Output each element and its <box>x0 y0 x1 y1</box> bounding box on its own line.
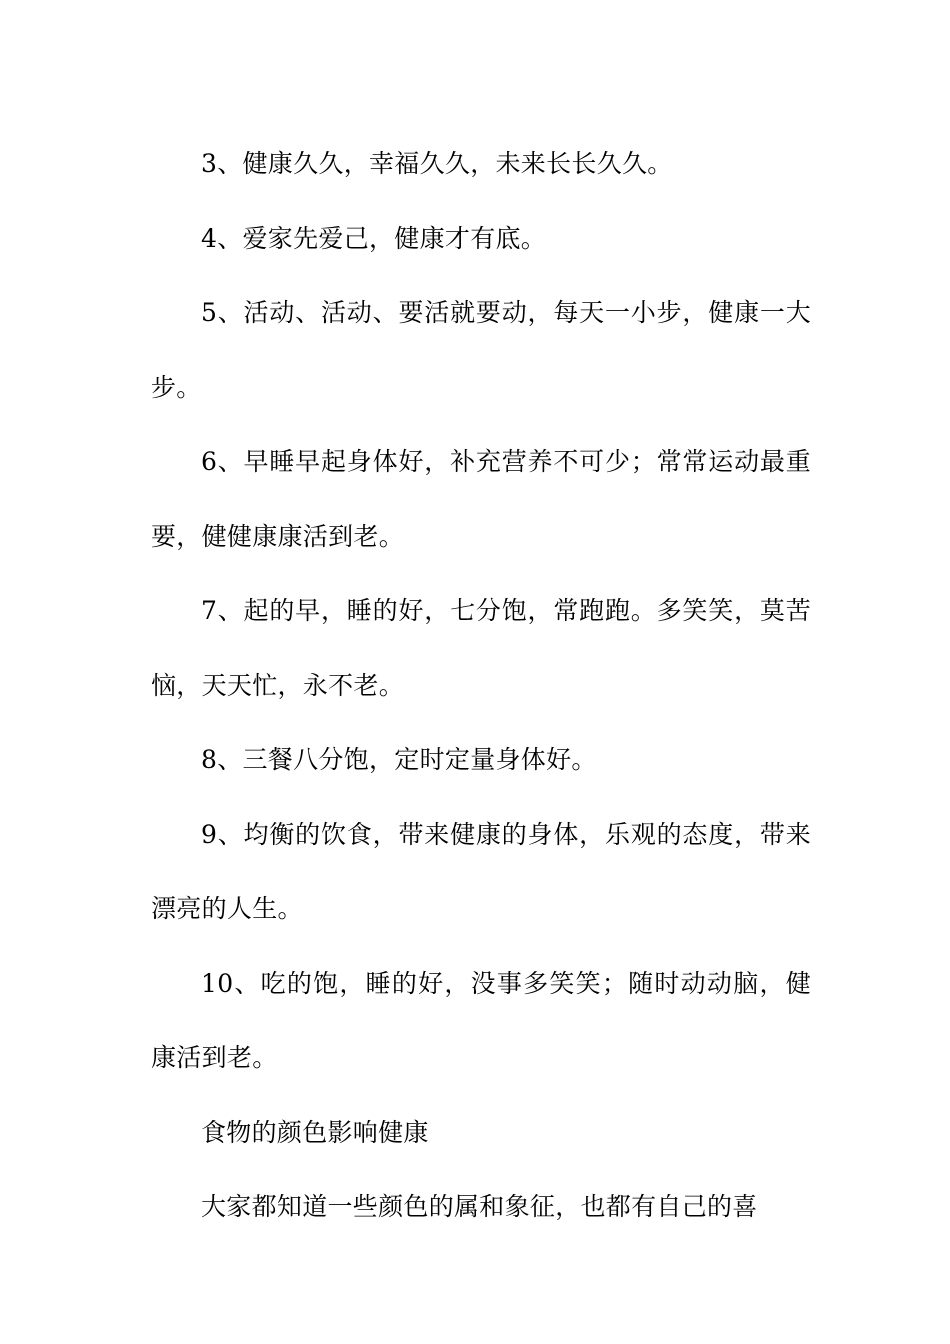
paragraph-slogan-3: 3、健康久久，幸福久久，未来长长久久。 <box>201 149 673 178</box>
paragraph-slogan-5: 5、活动、活动、要活就要动，每天一小步，健康一大步。 <box>151 298 811 402</box>
paragraph-slogan-4: 4、爱家先爱己，健康才有底。 <box>201 223 547 253</box>
paragraph-slogan-8: 8、三餐八分饱，定时定量身体好。 <box>201 745 597 774</box>
paragraph-slogan-6: 6、早睡早起身体好，补充营养不可少；常常运动最重要，健健康康活到老。 <box>151 447 811 551</box>
paragraph-slogan-10: 10、吃的饱，睡的好，没事多笑笑；随时动动脑，健康活到老。 <box>151 968 811 1072</box>
paragraph-intro: 大家都知道一些颜色的属和象征，也都有自己的喜 <box>201 1192 758 1221</box>
document-body <box>151 127 811 1245</box>
paragraph-slogan-9: 9、均衡的饮食，带来健康的身体，乐观的态度，带来漂亮的人生。 <box>151 819 811 923</box>
paragraph-slogan-7: 7、起的早，睡的好，七分饱，常跑跑。多笑笑，莫苦恼，天天忙，永不老。 <box>151 596 811 700</box>
section-heading: 食物的颜色影响健康 <box>201 1117 429 1147</box>
